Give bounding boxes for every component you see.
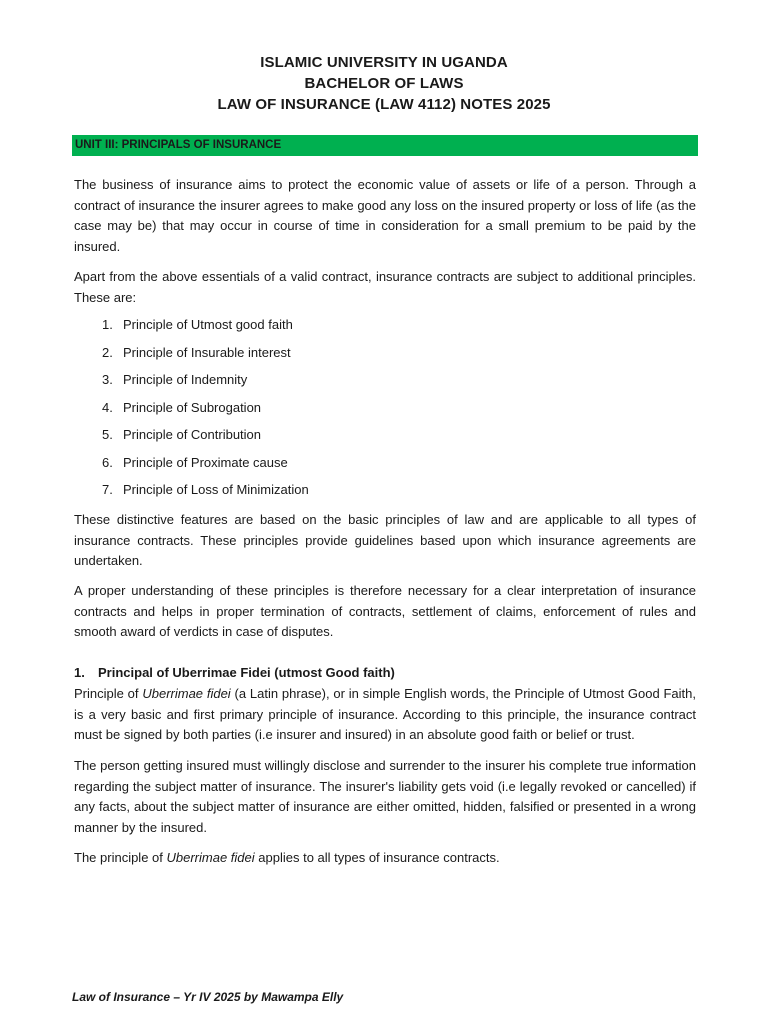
- list-item: [102, 425, 309, 453]
- section-heading: [74, 663, 395, 683]
- list-item-number: 2.: [102, 344, 113, 360]
- list-item-number: 3.: [102, 372, 113, 387]
- paragraph-text: Principle of: [74, 686, 143, 701]
- document-header: [0, 52, 768, 115]
- list-item: [102, 343, 309, 371]
- list-item: [102, 398, 309, 426]
- list-item: [102, 480, 309, 508]
- list-item: [102, 453, 309, 481]
- latin-phrase: Uberrimae fidei: [166, 850, 255, 865]
- utmost-good-faith-paragraph: [74, 684, 696, 746]
- section-title: Principal of Uberrimae Fidei (utmost Good faith): [98, 665, 395, 680]
- understanding-paragraph: A proper understanding of these principles is therefore necessary for a clear interpretation of insurance contracts and helps in proper termination of contracts, settlement of claims, enforcement of rules and smooth award of verdicts in case of disputes.: [74, 583, 696, 639]
- list-item-number: 7.: [102, 482, 113, 497]
- paragraph-text: (a Latin phrase), or in simple English words, the Principle of Utmost Good Faith, is a very basic and first primary principle of insurance. According to this principle, the insurance contract must be signed by both parties (i.e insurer and insured) in an absolute good faith or belief or trust.: [74, 686, 696, 742]
- list-item-label: Principle of Insurable interest: [123, 344, 291, 360]
- disclosure-paragraph: The person getting insured must willingly disclose and surrender to the insurer his complete true information regarding the subject matter of insurance. The insurer's liability gets void (i.e legally revoked or cancelled) if any facts, about the subject matter of insurance are either omitted, hidden, falsified or presented in a wrong manner by the insured.: [74, 758, 696, 835]
- university-name: ISLAMIC UNIVERSITY IN UGANDA: [260, 54, 508, 71]
- paragraph-text: The principle of: [74, 850, 167, 865]
- latin-phrase: Uberrimae fidei: [142, 686, 231, 701]
- intro-paragraph: The business of insurance aims to protect the economic value of assets or life of a person. Through a contract of insurance the insurer agrees to make good any loss on the insured property or loss of life (as the case may be) that may occur in course of time in consideration for a small premium to be paid by the insured.: [74, 177, 696, 254]
- page-footer: Law of Insurance – Yr IV 2025 by Mawampa Elly: [72, 990, 344, 1004]
- list-item: [102, 370, 309, 398]
- list-item-number: 1.: [102, 317, 113, 332]
- list-item-label: Principle of Proximate cause: [123, 454, 288, 470]
- list-item-label: Principle of Subrogation: [123, 399, 262, 415]
- course-title: LAW OF INSURANCE (LAW 4112) NOTES 2025: [217, 96, 551, 113]
- principles-intro-paragraph: Apart from the above essentials of a valid contract, insurance contracts are subject to additional principles. These are:: [74, 269, 696, 305]
- list-item-label: Principle of Contribution: [123, 427, 262, 442]
- list-item-label: Principle of Utmost good faith: [123, 317, 293, 332]
- degree-name: BACHELOR OF LAWS: [304, 75, 464, 92]
- list-item-number: 5.: [102, 427, 113, 442]
- features-paragraph: These distinctive features are based on the basic principles of law and are applicable to all types of insurance contracts. These principles provide guidelines based upon which insurance agreements are undertaken.: [74, 512, 696, 568]
- list-item-number: 4.: [102, 399, 113, 415]
- paragraph-text: applies to all types of insurance contracts.: [254, 850, 500, 865]
- principles-list: [102, 315, 309, 508]
- list-item-number: 6.: [102, 454, 113, 470]
- unit-title-bar: UNIT III: PRINCIPALS OF INSURANCE: [72, 135, 698, 156]
- list-item-label: Principle of Indemnity: [123, 372, 248, 387]
- list-item-label: Principle of Loss of Minimization: [123, 482, 309, 497]
- list-item: [102, 315, 309, 343]
- section-number: 1.: [74, 665, 85, 680]
- applicability-paragraph: [74, 848, 696, 869]
